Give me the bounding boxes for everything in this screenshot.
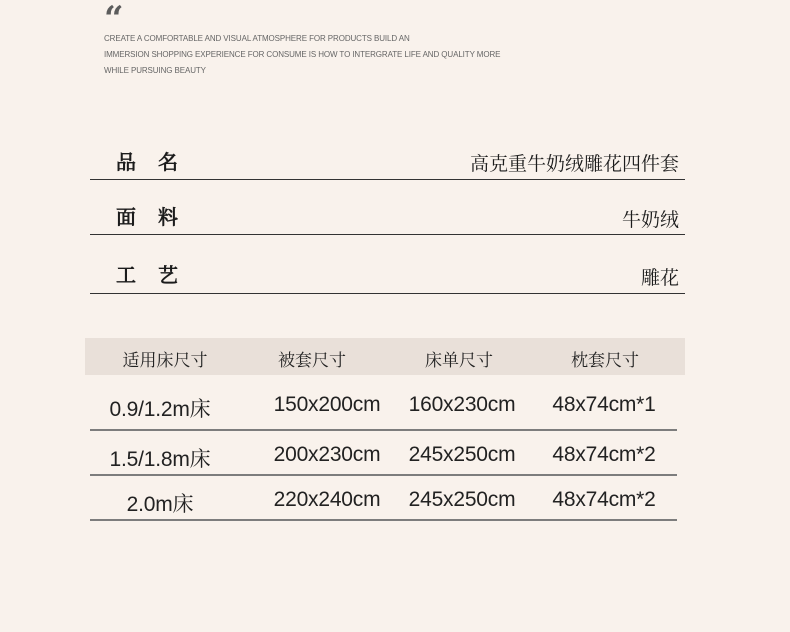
column-header: 适用床尺寸 bbox=[122, 351, 208, 371]
table-cell: 48x74cm*2 bbox=[552, 488, 656, 511]
spec-row-fabric bbox=[90, 195, 685, 235]
intro-text-line: IMMERSION SHOPPING EXPERIENCE FOR CONSUME IS HOW TO INTERGRATE LIFE AND QUALITY MORE bbox=[104, 50, 501, 59]
column-header: 枕套尺寸 bbox=[571, 351, 639, 371]
intro-text-line: CREATE A COMFORTABLE AND VISUAL ATMOSPHERE FOR PRODUCTS BUILD AN bbox=[104, 34, 410, 43]
table-cell: 2.0m床 bbox=[126, 493, 194, 516]
size-table-header bbox=[85, 338, 685, 375]
table-cell: 48x74cm*1 bbox=[552, 393, 656, 416]
table-cell: 160x230cm bbox=[408, 393, 516, 416]
table-cell: 48x74cm*2 bbox=[552, 443, 656, 466]
table-cell: 0.9/1.2m床 bbox=[109, 398, 211, 421]
table-cell: 220x240cm bbox=[273, 488, 381, 511]
table-row bbox=[90, 431, 677, 476]
spec-label: 品名 bbox=[116, 150, 200, 174]
spec-label: 面料 bbox=[116, 205, 200, 229]
table-row bbox=[90, 476, 677, 521]
table-cell: 200x230cm bbox=[273, 443, 381, 466]
table-cell: 245x250cm bbox=[408, 488, 516, 511]
quote-icon: “ bbox=[104, 0, 120, 39]
spec-row-product-name bbox=[90, 140, 685, 180]
column-header: 床单尺寸 bbox=[425, 351, 493, 371]
spec-label: 工艺 bbox=[116, 263, 200, 287]
spec-value: 高克重牛奶绒雕花四件套 bbox=[469, 153, 679, 175]
intro-text-line: WHILE PURSUING BEAUTY bbox=[104, 66, 206, 75]
spec-value: 雕花 bbox=[640, 267, 679, 289]
table-cell: 150x200cm bbox=[273, 393, 381, 416]
column-header: 被套尺寸 bbox=[278, 351, 346, 371]
table-row bbox=[90, 378, 677, 431]
spec-row-craft bbox=[90, 252, 685, 294]
table-cell: 245x250cm bbox=[408, 443, 516, 466]
table-cell: 1.5/1.8m床 bbox=[109, 448, 211, 471]
spec-value: 牛奶绒 bbox=[621, 209, 679, 231]
